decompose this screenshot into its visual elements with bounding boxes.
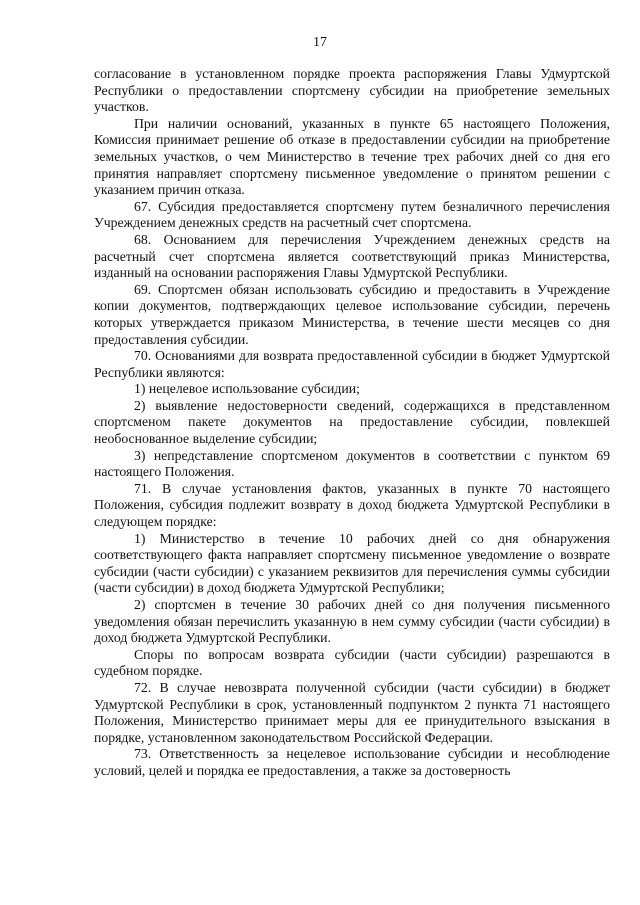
paragraph-69: 69. Спортсмен обязан использовать субсидию и предоставить в Учреждение копии документов, подтверждающих целевое использование субсидии, перечень которых утверждается приказом Министерства, в течение шести месяцев со дня предоставления субсидии. [94, 281, 610, 347]
paragraph-70: 70. Основаниями для возврата предоставленной субсидии в бюджет Удмуртской Республики являются: [94, 348, 610, 380]
paragraph-disputes: Споры по вопросам возврата субсидии (части субсидии) разрешаются в судебном порядке. [94, 646, 610, 679]
page-number: 17 [313, 35, 327, 50]
document-body [94, 66, 610, 780]
paragraph-73: 73. Ответственность за нецелевое использование субсидии и несоблюдение условий, целей и порядка ее предоставления, а также за достоверность [94, 746, 610, 778]
paragraph-71-item-2: 2) спортсмен в течение 30 рабочих дней со дня получения письменного уведомления обязан перечислить указанную в нем сумму субсидии (части субсидии) в доход бюджета Удмуртской Республики. [94, 597, 610, 646]
paragraph-70-item-3: 3) непредставление спортсменом документов в соответствии с пунктом 69 настоящего Положения. [94, 447, 610, 480]
paragraph-72: 72. В случае невозврата полученной субсидии (части субсидии) в бюджет Удмуртской Республики в срок, установленный подпунктом 2 пункта 71 настоящего Положения, Министерство принимает меры для ее принудительного взыскания в порядке, установленном законодательством Российской Федерации. [94, 679, 610, 745]
paragraph-continuation: согласование в установленном порядке проекта распоряжения Главы Удмуртской Республики о предоставлении спортсмену субсидии на приобретение земельных участков. [94, 66, 610, 115]
paragraph-refusal-notice: При наличии оснований, указанных в пункте 65 настоящего Положения, Комиссия принимает решение об отказе в предоставлении субсидии на приобретение земельных участков, о чем Министерство в течение трех рабочих дней со дня его принятия направляет спортсмену письменное уведомление о принятом решении с указанием причин отказа. [94, 115, 610, 198]
paragraph-67: 67. Субсидия предоставляется спортсмену путем безналичного перечисления Учреждением денежных средств на расчетный счет спортсмена. [94, 198, 610, 231]
paragraph-70-item-1: 1) нецелевое использование субсидии; [134, 381, 360, 397]
paragraph-71: 71. В случае установления фактов, указанных в пункте 70 настоящего Положения, субсидия подлежит возврату в доход бюджета Удмуртской Республики в следующем порядке: [94, 480, 610, 530]
paragraph-70-item-2: 2) выявление недостоверности сведений, содержащихся в представленном спортсменом пакете документов на предоставление субсидии, повлекшей необоснованное выделение субсидии; [94, 397, 610, 447]
paragraph-71-item-1: 1) Министерство в течение 10 рабочих дней со дня обнаружения соответствующего факта направляет спортсмену письменное уведомление о возврате субсидии (части субсидии) с указанием реквизитов для перечисления суммы субсидии (части субсидии) в доход бюджета Удмуртской Республики; [94, 530, 610, 596]
paragraph-68: 68. Основанием для перечисления Учреждением денежных средств на расчетный счет спортсмена является соответствующий приказ Министерства, изданный на основании распоряжения Главы Удмуртской Республики. [94, 231, 610, 281]
